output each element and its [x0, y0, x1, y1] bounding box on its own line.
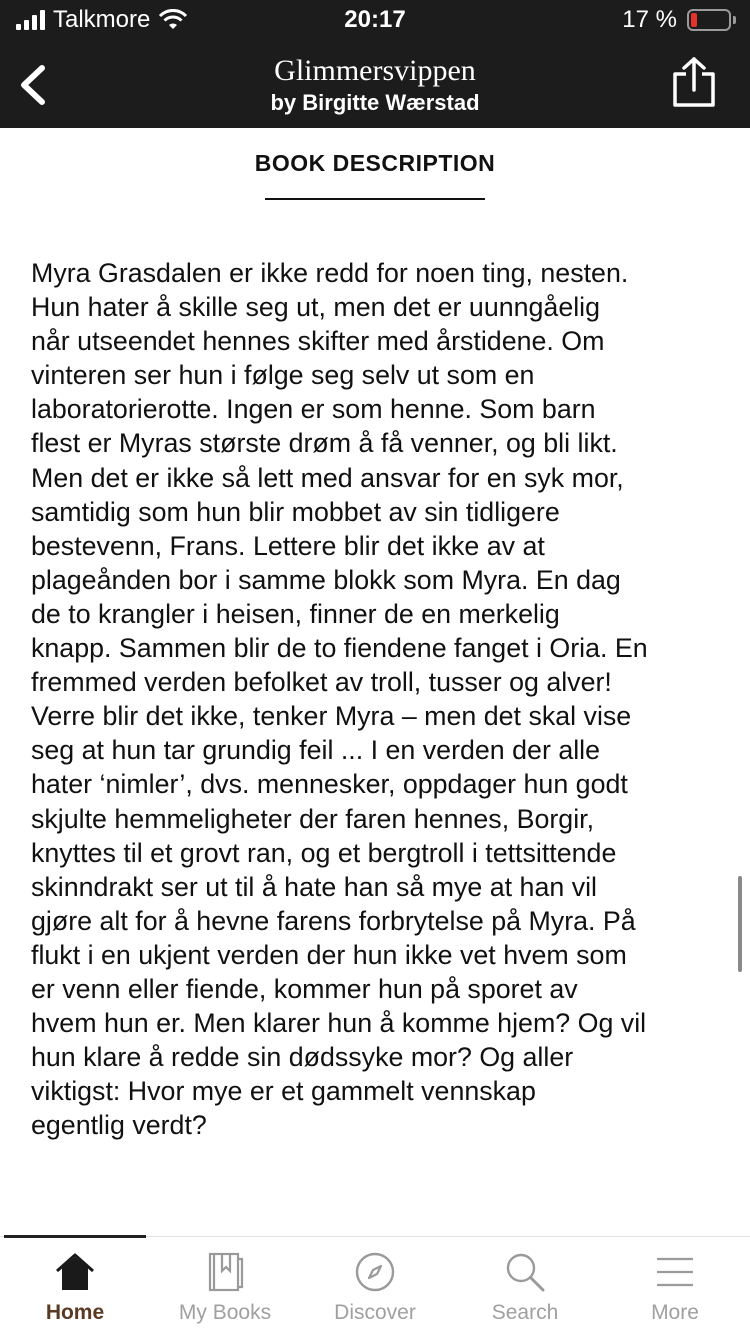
- tab-label: My Books: [178, 1301, 272, 1324]
- battery-tip: [733, 16, 736, 24]
- battery-percent: 17 %: [622, 6, 677, 33]
- share-icon[interactable]: [670, 56, 718, 108]
- app-header: [0, 0, 750, 128]
- scrollbar[interactable]: [738, 876, 742, 972]
- status-bar: [0, 0, 750, 44]
- menu-icon: [654, 1251, 696, 1293]
- tab-home[interactable]: [0, 1237, 150, 1334]
- tab-bar: [0, 1236, 750, 1334]
- bookmark-book-icon: [204, 1251, 246, 1293]
- battery-icon: [687, 9, 731, 31]
- book-author: by Birgitte Wærstad: [270, 90, 480, 115]
- home-icon: [54, 1251, 96, 1293]
- tab-discover[interactable]: [300, 1237, 450, 1334]
- tab-label: More: [651, 1301, 699, 1324]
- tab-more[interactable]: [600, 1237, 750, 1334]
- battery-fill: [691, 13, 697, 27]
- carrier-name: Talkmore: [53, 6, 151, 33]
- status-time: 20:17: [344, 6, 406, 33]
- book-description: Myra Grasdalen er ikke redd for noen ting, nesten. Hun hater å skille seg ut, men det er uunngåelig når utseendet hennes skifter med årstidene. Om vinteren ser hun i følge seg selv ut som en laboratorierotte. Ingen er som henne. Som barn flest er Myras største drøm å få venner, og bli likt. Men det er ikke så lett med ansvar for en syk mor, samtidig som hun blir mobbet av sin tidligere bestevenn, Frans. Lettere blir det ikke av at plageånden bor i samme blokk som Myra. En dag de to krangler i heisen, finner de en merkelig knapp. Sammen blir de to fiendene fanget i Oria. En fremmed verden befolket av troll, tusser og alver! Verre blir det ikke, tenker Myra – men det skal vise seg at hun tar grundig feil ... I en verden der alle hater ‘nimler’, dvs. mennesker, oppdager hun godt skjulte hemmeligheter der faren hennes, Borgir, knyttes til et grovt ran, og et bergtroll i tettsittende skinndrakt ser ut til å hate han så mye at han vil gjøre alt for å hevne farens forbrytelse på Myra. På flukt i en ukjent verden der hun ikke vet hvem som er venn eller fiende, kommer hun på sporet av hvem hun er. Men klarer hun å komme hjem? Og vil hun klare å redde sin dødssyke mor? Og aller viktigst: Hvor mye er et gammelt vennskap egentlig verdt?: [31, 258, 648, 1141]
- section-title: BOOK DESCRIPTION: [254, 150, 496, 176]
- tab-label: Home: [45, 1301, 105, 1324]
- compass-icon: [354, 1251, 396, 1293]
- tab-search[interactable]: [450, 1237, 600, 1334]
- battery-status: [622, 6, 736, 34]
- book-title: Glimmersvippen: [274, 54, 476, 87]
- tab-my-books[interactable]: [150, 1237, 300, 1334]
- tab-label: Search: [491, 1301, 559, 1324]
- section-divider: [265, 198, 485, 200]
- tab-label: Discover: [334, 1301, 416, 1324]
- search-icon: [504, 1251, 546, 1293]
